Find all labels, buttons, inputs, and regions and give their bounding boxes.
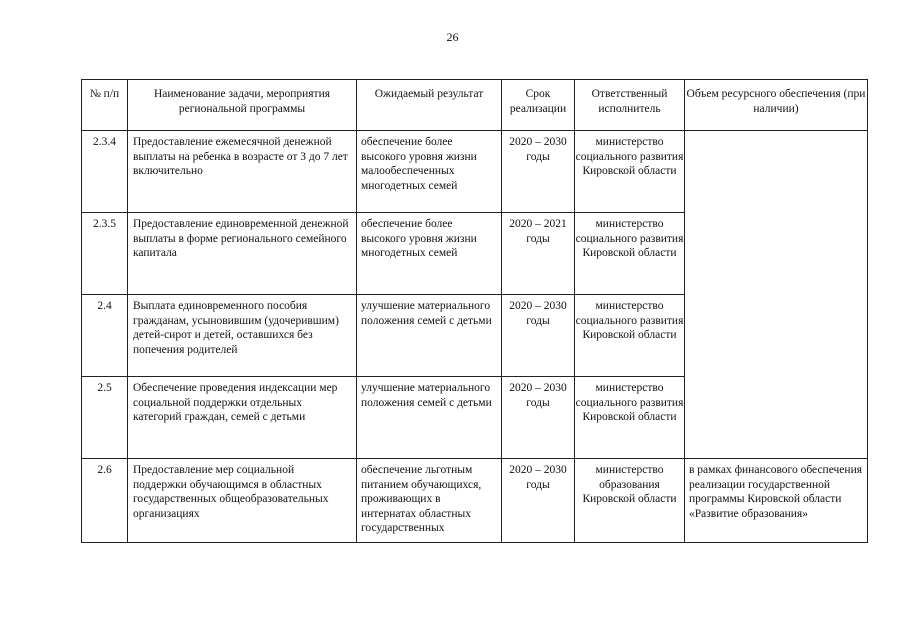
table-row xyxy=(82,459,868,543)
row-executor: министерство социального развития Кировской области xyxy=(575,213,685,295)
row-result: обеспечение льготным питанием обучающихся, проживающих в интернатах областных государственных xyxy=(357,459,502,543)
row-number: 2.5 xyxy=(82,377,128,459)
header-term: Срок реализации xyxy=(502,80,575,131)
table-row xyxy=(82,131,868,213)
row-executor: министерство социального развития Кировской области xyxy=(575,295,685,377)
row-term: 2020 – 2030 годы xyxy=(502,459,575,543)
program-activities-table xyxy=(81,79,868,543)
row-resources: в рамках финансового обеспечения реализации государственной программы Кировской области «Развитие образования» xyxy=(685,459,868,543)
row-term: 2020 – 2030 годы xyxy=(502,131,575,213)
row-result: обеспечение более высокого уровня жизни малообеспеченных многодетных семей xyxy=(357,131,502,213)
row-term: 2020 – 2030 годы xyxy=(502,295,575,377)
row-task: Предоставление мер социальной поддержки обучающимся в областных государственных общеобразовательных организациях xyxy=(128,459,357,543)
row-number: 2.3.4 xyxy=(82,131,128,213)
header-task: Наименование задачи, мероприятия региональной программы xyxy=(128,80,357,131)
page-number: 26 xyxy=(446,30,459,44)
row-executor: министерство социального развития Кировской области xyxy=(575,377,685,459)
row-number: 2.4 xyxy=(82,295,128,377)
header-resources: Объем ресурсного обеспечения (при наличии) xyxy=(685,80,868,131)
row-result: обеспечение более высокого уровня жизни многодетных семей xyxy=(357,213,502,295)
row-term: 2020 – 2021 годы xyxy=(502,213,575,295)
row-task: Предоставление ежемесячной денежной выплаты на ребенка в возрасте от 3 до 7 лет включительно xyxy=(128,131,357,213)
row-term: 2020 – 2030 годы xyxy=(502,377,575,459)
header-num: № п/п xyxy=(82,80,128,131)
row-result: улучшение материального положения семей с детьми xyxy=(357,295,502,377)
row-number: 2.6 xyxy=(82,459,128,543)
row-result: улучшение материального положения семей с детьми xyxy=(357,377,502,459)
row-number: 2.3.5 xyxy=(82,213,128,295)
merged-resources-cell xyxy=(685,131,868,459)
row-executor: министерство образования Кировской области xyxy=(575,459,685,543)
header-result: Ожидаемый результат xyxy=(357,80,502,131)
row-executor: министерство социального развития Кировской области xyxy=(575,131,685,213)
row-task: Выплата единовременного пособия гражданам, усыновившим (удочерившим) детей-сирот и детей, оставшихся без попечения родителей xyxy=(128,295,357,377)
row-task: Предоставление единовременной денежной выплаты в форме регионального семейного капитала xyxy=(128,213,357,295)
row-task: Обеспечение проведения индексации мер социальной поддержки отдельных категорий граждан, семей с детьми xyxy=(128,377,357,459)
table-header-row xyxy=(82,80,868,131)
header-executor: Ответственный исполнитель xyxy=(575,80,685,131)
